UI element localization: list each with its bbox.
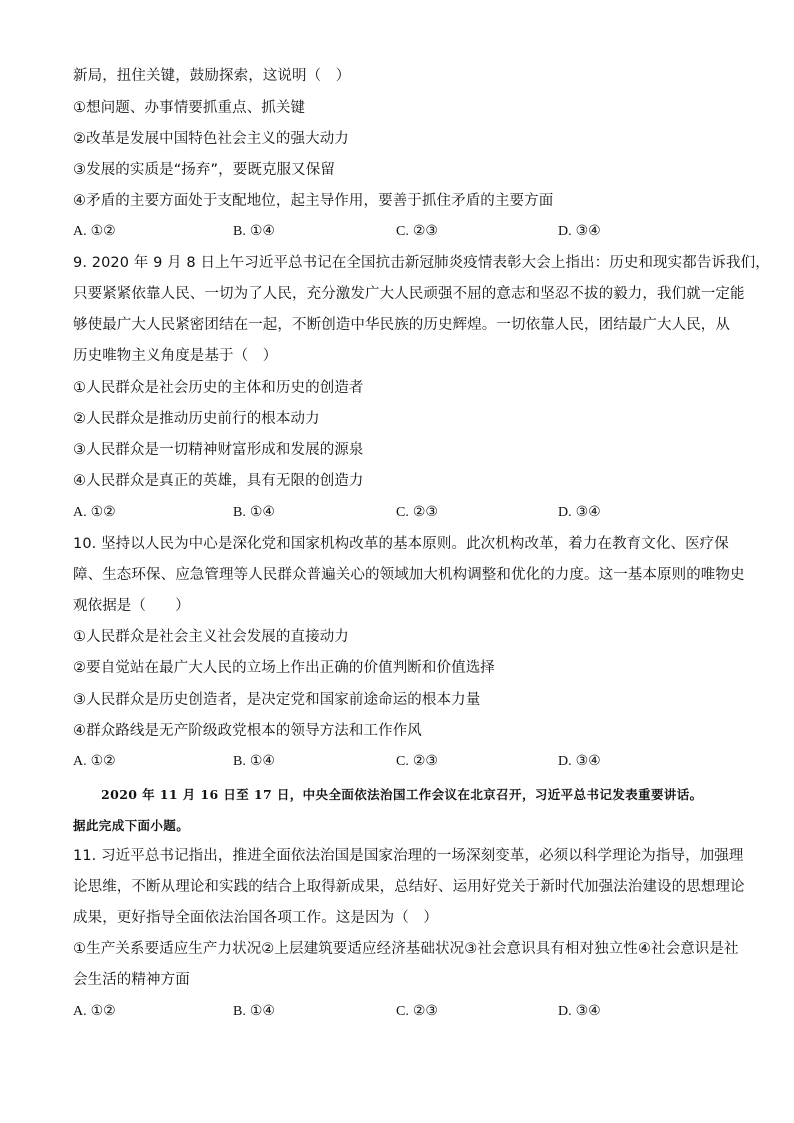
q10-option-a: A. ①②	[73, 754, 116, 769]
q8-stem-tail: 新局，扭住关键，鼓励探索，这说明（ ）	[73, 68, 351, 84]
q10-stem-line-2: 障、生态环保、应急管理等人民群众普遍关心的领域加大机构调整和优化的力度。这一基本原则的唯物史	[73, 567, 745, 583]
q9-option-d: D. ③④	[558, 505, 601, 520]
material-intro-line-2: 据此完成下面小题。	[73, 818, 190, 833]
q10-option-b: B. ①④	[233, 754, 275, 769]
q9-option-a: A. ①②	[73, 505, 116, 520]
q11-stem-line-2: 论思维，不断从理论和实践的结合上取得新成果，总结好、运用好党关于新时代加强法治建设的思想理论	[73, 879, 745, 895]
q10-stem-line-3: 观依据是（ ）	[73, 598, 190, 614]
q11-options	[73, 1002, 723, 1022]
q11-option-a: A. ①②	[73, 1004, 116, 1019]
q8-option-b: B. ①④	[233, 224, 275, 239]
q8-option-c: C. ②③	[396, 224, 438, 239]
q11-stem-line-1: 11. 习近平总书记指出，推进全面依法治国是国家治理的一场深刻变革，必须以科学理论为指导，加强理	[73, 848, 744, 864]
q9-option-b: B. ①④	[233, 505, 275, 520]
q9-stem-line-2: 只要紧紧依靠人民、一切为了人民，充分激发广大人民顽强不屈的意志和坚忍不拔的毅力，我们就一定能	[73, 286, 745, 302]
q8-option-a: A. ①②	[73, 224, 116, 239]
q10-statement-1: ①人民群众是社会主义社会发展的直接动力	[73, 629, 349, 645]
q11-option-d: D. ③④	[558, 1004, 601, 1019]
q9-statement-2: ②人民群众是推动历史前行的根本动力	[73, 411, 320, 427]
q10-option-c: C. ②③	[396, 754, 438, 769]
q9-stem-line-3: 够使最广大人民紧密团结在一起，不断创造中华民族的历史辉煌。一切依靠人民，团结最广大人民，从	[73, 317, 730, 333]
q8-option-d: D. ③④	[558, 224, 601, 239]
q11-stem-line-3: 成果，更好指导全面依法治国各项工作。这是因为（ ）	[73, 910, 438, 926]
q10-statement-3: ③人民群众是历史创造者，是决定党和国家前途命运的根本力量	[73, 692, 481, 708]
q10-options	[73, 752, 723, 772]
q8-statement-3: ③发展的实质是“扬弃”，要既克服又保留	[73, 162, 335, 178]
material-intro-line-1: 2020 年 11 月 16 日至 17 日，中央全面依法治国工作会议在北京召开，习近平总书记发表重要讲话。	[101, 787, 703, 802]
q9-statement-1: ①人民群众是社会历史的主体和历史的创造者	[73, 380, 364, 396]
q10-statement-4: ④群众路线是无产阶级政党根本的领导方法和工作作风	[73, 723, 422, 739]
q9-statement-4: ④人民群众是真正的英雄，具有无限的创造力	[73, 473, 364, 489]
q8-statement-1: ①想问题、办事情要抓重点、抓关键	[73, 100, 306, 116]
q10-stem-line-1: 10. 坚持以人民为中心是深化党和国家机构改革的基本原则。此次机构改革，着力在教育文化、医疗保	[73, 536, 729, 552]
q9-options	[73, 503, 723, 523]
q8-options	[73, 222, 723, 242]
q9-option-c: C. ②③	[396, 505, 438, 520]
q11-option-c: C. ②③	[396, 1004, 438, 1019]
q10-statement-2: ②要自觉站在最广大人民的立场上作出正确的价值判断和价值选择	[73, 660, 495, 676]
q8-statement-4: ④矛盾的主要方面处于支配地位，起主导作用，要善于抓住矛盾的主要方面	[73, 193, 554, 209]
q9-stem-line-1: 9. 2020 年 9 月 8 日上午习近平总书记在全国抗击新冠肺炎疫情表彰大会上指出：历史和现实都告诉我们，	[73, 255, 770, 271]
q9-statement-3: ③人民群众是一切精神财富形成和发展的源泉	[73, 442, 364, 458]
q11-statements-line-1: ①生产关系要适应生产力状况②上层建筑要适应经济基础状况③社会意识具有相对独立性④社会意识是社	[73, 941, 739, 957]
q11-statements-line-2: 会生活的精神方面	[73, 972, 190, 988]
q8-statement-2: ②改革是发展中国特色社会主义的强大动力	[73, 131, 349, 147]
q11-option-b: B. ①④	[233, 1004, 275, 1019]
q10-option-d: D. ③④	[558, 754, 601, 769]
q9-stem-line-4: 历史唯物主义角度是基于（ ）	[73, 348, 278, 364]
